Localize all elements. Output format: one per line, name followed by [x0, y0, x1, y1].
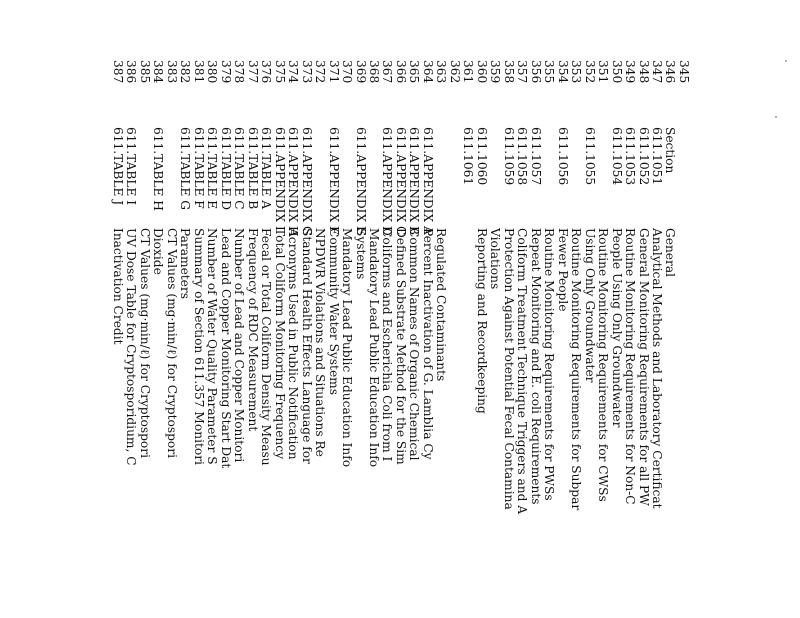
- section-id: 611.APPENDIX E: [353, 127, 368, 235]
- section-title: Violations: [488, 228, 503, 290]
- line-number: 373: [299, 60, 314, 84]
- section-id: 611.1058: [515, 127, 530, 186]
- section-title: Routine Monitoring Requirements for Non-C: [623, 228, 638, 505]
- section-title: General Monitoring Requirements for all PW: [636, 228, 651, 506]
- line-number: 361: [461, 60, 476, 84]
- line-number: 350: [609, 60, 624, 84]
- line-number: 353: [569, 60, 584, 84]
- section-id: 611.1057: [528, 127, 543, 186]
- line-number: 346: [663, 60, 678, 84]
- section-id: 611.APPENDIX B: [407, 127, 422, 235]
- section-id: Section: [663, 127, 678, 174]
- line-number: 367: [380, 60, 395, 84]
- section-title: Fecal or Total Coliform Density Measu: [259, 228, 274, 466]
- section-id: 611.1051: [650, 127, 664, 186]
- section-title: Total Coliform Monitoring Frequency: [272, 228, 287, 459]
- line-number: 364: [421, 60, 435, 84]
- section-title: Reporting and Recordkeeping: [474, 228, 489, 414]
- section-id: 611.TABLE H: [151, 127, 166, 211]
- section-title: Analytical Methods and Laboratory Certificat: [650, 228, 664, 509]
- line-number: 386: [124, 60, 139, 84]
- section-title: Repeat Monitoring and E. coli Requirements: [528, 228, 543, 505]
- line-number: 383: [164, 60, 179, 84]
- section-title: UV Dose Table for Cryptosporidium, C: [124, 228, 139, 466]
- line-number: 372: [313, 60, 328, 84]
- section-id: 611.TABLE B: [245, 127, 260, 210]
- section-id: 611.TABLE E: [205, 127, 220, 210]
- section-title: Coliforms and Escherichia Coli from I: [380, 228, 395, 462]
- line-number: 379: [218, 60, 233, 84]
- section-title: CT Values (mg·min/ℓ) for Cryptospori: [138, 228, 152, 458]
- section-id: 611.APPENDIX H: [286, 127, 301, 237]
- section-title: Dioxide: [151, 228, 166, 275]
- line-number: 366: [394, 60, 408, 84]
- section-id: 611.1059: [501, 127, 516, 186]
- line-number: 358: [501, 60, 516, 84]
- section-title: Routine Monitoring Requirements for Subpar: [569, 228, 584, 511]
- line-number: 384: [151, 60, 166, 84]
- line-number: 356: [528, 60, 543, 84]
- section-id: 611.TABLE G: [178, 127, 193, 210]
- section-title: Fewer People: [555, 228, 570, 312]
- section-title: Parameters: [178, 228, 193, 299]
- section-title: Summary of Section 611.357 Monitori: [191, 228, 206, 465]
- line-number: 354: [555, 60, 570, 84]
- line-number: 378: [232, 60, 247, 84]
- section-id: 611.TABLE I: [124, 127, 139, 206]
- section-title: Number of Lead and Copper Monitori: [232, 228, 247, 463]
- section-id: 611.1053: [623, 127, 638, 186]
- line-number: 375: [272, 60, 287, 84]
- section-title: Lead and Copper Monitoring Start Dat: [218, 228, 233, 469]
- line-number: 380: [205, 60, 220, 84]
- section-id: 611.1055: [582, 127, 597, 186]
- line-number: 382: [178, 60, 193, 84]
- section-title: Defined Substrate Method for the Sim: [394, 228, 408, 465]
- line-number: 370: [340, 60, 355, 84]
- section-id: 611.1052: [636, 127, 651, 186]
- section-id: 611.APPENDIX C: [394, 127, 408, 236]
- section-title: Acronyms Used in Public Notification: [286, 228, 301, 460]
- line-number: 359: [488, 60, 503, 84]
- section-title: Routine Monitoring Requirements for PWSs: [542, 228, 557, 501]
- section-title: Routine Monitoring Requirements for CWSs: [596, 228, 611, 502]
- section-id: 611.1060: [474, 127, 489, 186]
- section-title: Regulated Contaminants: [434, 228, 449, 382]
- section-id: 611.TABLE D: [218, 127, 233, 210]
- section-id: 611.TABLE C: [232, 127, 247, 210]
- section-title: Mandatory Lead Public Education Info: [367, 228, 381, 468]
- section-title: Protection Against Potential Fecal Contamina: [501, 228, 516, 510]
- section-id: 611.TABLE A: [259, 127, 274, 210]
- scan-speck: [775, 116, 777, 118]
- line-number: 381: [191, 60, 206, 84]
- section-id: 611.APPENDIX I: [272, 127, 287, 231]
- line-number: 348: [636, 60, 651, 84]
- line-number: 369: [353, 60, 368, 84]
- section-title: NPDWR Violations and Situations Re: [313, 228, 328, 457]
- line-number: 345: [677, 60, 691, 84]
- section-id: 611.TABLE J: [111, 127, 125, 206]
- section-title: Using Only Groundwater: [582, 228, 597, 383]
- section-id: 611.1061: [461, 127, 476, 186]
- section-title: Number of Water Quality Parameter S: [205, 228, 220, 465]
- section-title: Inactivation Credit: [111, 228, 125, 345]
- section-id: 611.TABLE F: [191, 127, 206, 209]
- line-number: 365: [407, 60, 422, 84]
- section-title: Mandatory Lead Public Education Info: [340, 228, 355, 468]
- section-title: CT Values (mg·min/ℓ) for Cryptospori: [164, 228, 179, 458]
- line-number: 368: [367, 60, 381, 84]
- section-title: Coliform Treatment Technique Triggers and A: [515, 228, 530, 515]
- line-number: 351: [596, 60, 611, 84]
- section-title: General: [663, 228, 678, 277]
- line-number: 347: [650, 60, 664, 84]
- line-number: 377: [245, 60, 260, 84]
- line-number: 385: [138, 60, 152, 84]
- section-title: Systems: [353, 228, 368, 280]
- line-number: 360: [474, 60, 489, 84]
- line-number: 352: [582, 60, 597, 84]
- section-id: 611.APPENDIX D: [380, 127, 395, 236]
- section-title: Percent Inactivation of G. Lamblia Cy: [421, 228, 435, 460]
- section-id: 611.APPENDIX A: [421, 127, 435, 235]
- line-number: 376: [259, 60, 274, 84]
- line-number: 357: [515, 60, 530, 84]
- section-title: Community Water Systems: [326, 228, 341, 395]
- scan-speck: [785, 60, 787, 62]
- line-number: 362: [447, 60, 462, 84]
- section-title: Standard Health Effects Language for: [299, 228, 314, 464]
- section-id: 611.1056: [555, 127, 570, 186]
- section-id: 611.APPENDIX G: [299, 127, 314, 236]
- section-id: 611.1054: [609, 127, 624, 186]
- line-number: 374: [286, 60, 301, 84]
- section-title: People Using Only Groundwater: [609, 228, 624, 428]
- section-id: 611.APPENDIX F: [326, 127, 341, 235]
- section-title: Frequency of RDC Measurement: [245, 228, 260, 432]
- section-title: Common Names of Organic Chemical: [407, 228, 422, 461]
- line-number: 371: [326, 60, 341, 84]
- line-number: 363: [434, 60, 449, 84]
- line-number: 387: [111, 60, 125, 84]
- line-number: 349: [623, 60, 638, 84]
- line-number: 355: [542, 60, 557, 84]
